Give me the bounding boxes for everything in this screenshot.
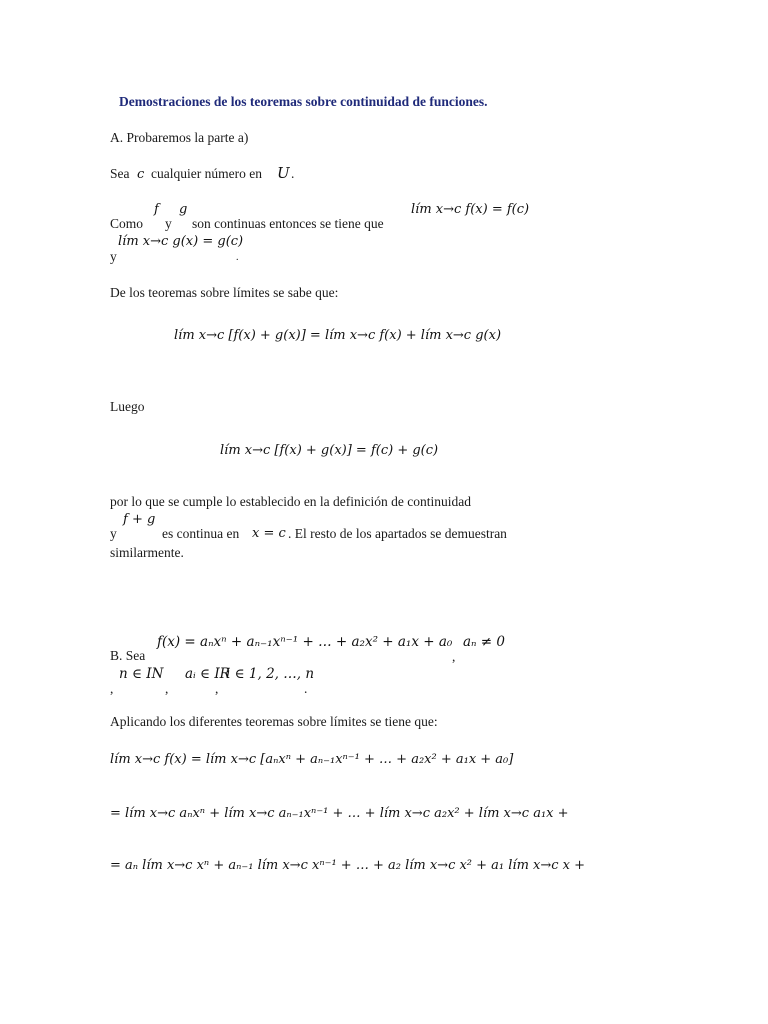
equation-5: = aₙ lím x→c xⁿ + aₙ₋₁ lím x→c xⁿ⁻¹ + … + a₂ lím x→c x² + a₁ lím x→c x + <box>110 858 586 873</box>
y-conj-3: y <box>110 526 117 541</box>
comma-3: , <box>165 681 169 696</box>
part-b-sea: B. Sea <box>110 648 146 663</box>
math-g: g <box>179 202 188 217</box>
como-label: Como <box>110 216 144 231</box>
page-title: Demostraciones de los teoremas sobre continuidad de funciones. <box>119 94 488 109</box>
equation-4: = lím x→c aₙxⁿ + lím x→c aₙ₋₁xⁿ⁻¹ + … + lím x→c a₂x² + lím x→c a₁x + <box>110 806 569 821</box>
luego-text: Luego <box>110 399 145 414</box>
math-f-plus-g: f + g <box>123 512 156 527</box>
resto-text: . El resto de los apartados se demuestran <box>288 526 507 541</box>
y-conj-2: y <box>110 249 117 264</box>
math-U: U <box>277 164 290 182</box>
es-continua-text: es continua en <box>162 526 240 541</box>
n-in-IN: n ∈ IN <box>119 666 164 682</box>
equation-1: lím x→c [f(x) + g(x)] = lím x→c f(x) + lím x→c g(x) <box>174 328 502 343</box>
lim-g-formula: lím x→c g(x) = g(c) <box>118 234 244 249</box>
aplicando-text: Aplicando los diferentes teoremas sobre límites se tiene que: <box>110 714 438 729</box>
lim-f-formula: lím x→c f(x) = f(c) <box>411 202 530 217</box>
part-a-heading: A. Probaremos la parte a) <box>110 130 249 145</box>
teoremas-text: De los teoremas sobre límites se sabe que: <box>110 285 339 300</box>
math-c: c <box>137 167 145 182</box>
y-conj-1: y <box>165 216 172 231</box>
math-x-eq-c: x = c <box>252 526 286 541</box>
comma-1: , <box>452 649 456 664</box>
math-f: f <box>154 202 159 217</box>
an-not-zero: aₙ ≠ 0 <box>463 634 506 650</box>
similarmente-text: similarmente. <box>110 545 184 560</box>
sea-rest-text: cualquier número en <box>151 166 262 181</box>
comma-4: , <box>215 681 219 696</box>
i-in-range: i ∈ 1, 2, …, n <box>226 666 315 682</box>
como-rest-text: son continuas entonces se tiene que <box>192 216 384 231</box>
dot-2: . <box>236 252 239 263</box>
polynomial-formula: f(x) = aₙxⁿ + aₙ₋₁xⁿ⁻¹ + … + a₂x² + a₁x + a₀ <box>157 634 453 650</box>
dot-4: . <box>304 681 308 696</box>
ai-in-IR: aᵢ ∈ IR <box>185 666 230 682</box>
sea-dot: . <box>291 166 295 181</box>
equation-3: lím x→c f(x) = lím x→c [aₙxⁿ + aₙ₋₁xⁿ⁻¹ + … + a₂x² + a₁x + a₀] <box>110 752 514 767</box>
sea-label: Sea <box>110 166 130 181</box>
equation-2: lím x→c [f(x) + g(x)] = f(c) + g(c) <box>220 443 439 458</box>
cumple-text: por lo que se cumple lo establecido en la definición de continuidad <box>110 494 472 509</box>
comma-2: , <box>110 681 114 696</box>
